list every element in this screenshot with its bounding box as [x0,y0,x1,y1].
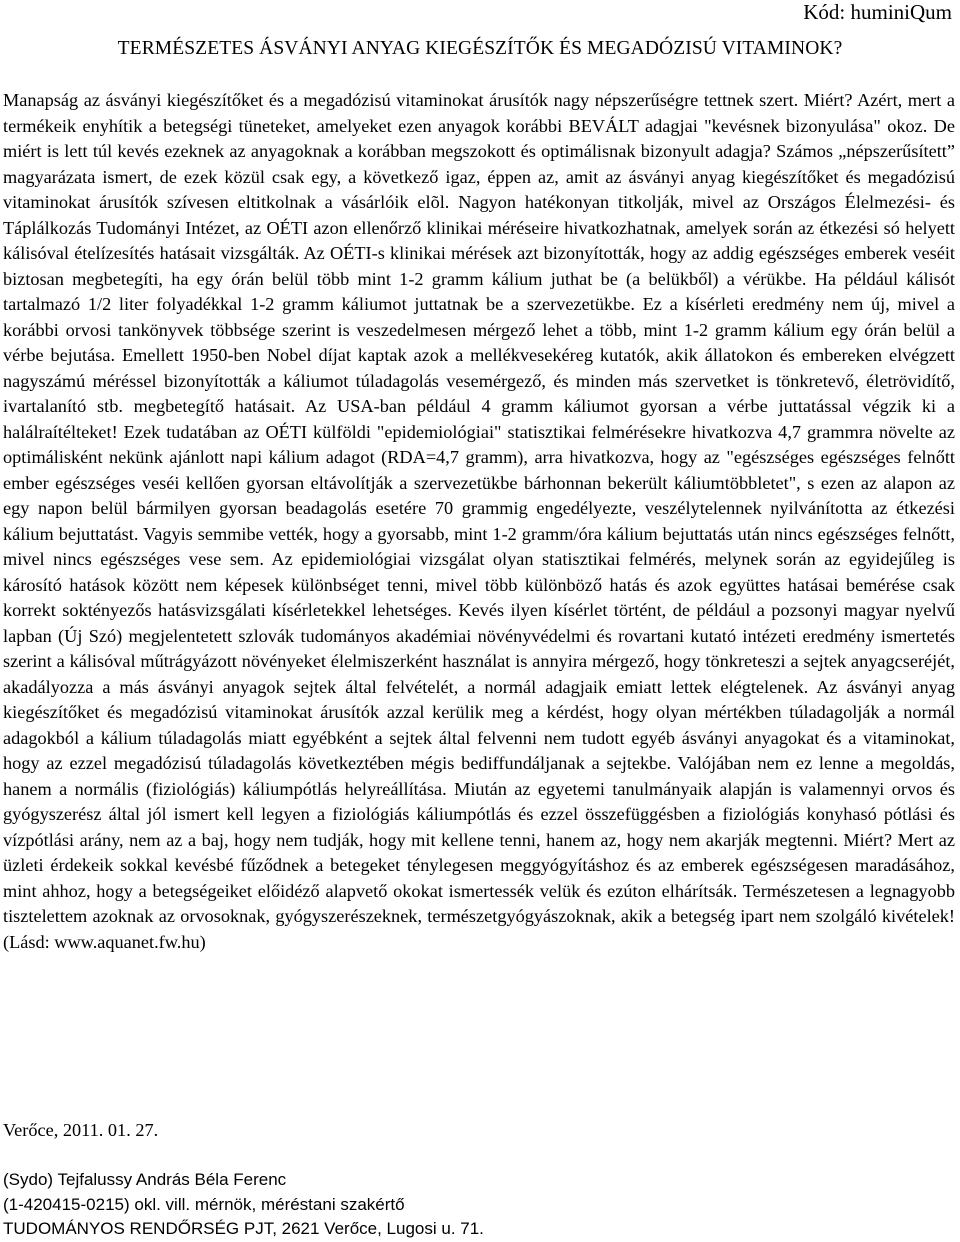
document-code: Kód: huminiQum [803,0,952,24]
author-organization: TUDOMÁNYOS RENDŐRSÉG PJT, 2621 Verőce, Lugosi u. 71. [3,1219,484,1238]
document-title: TERMÉSZETES ÁSVÁNYI ANYAG KIEGÉSZÍTŐK ÉS MEGADÓZISÚ VITAMINOK? [117,38,843,59]
author-credentials: (1-420415-0215) okl. vill. mérnök, méréstani szakértő [3,1195,405,1214]
body-paragraph: Manapság az ásványi kiegészítőket és a megadózisú vitaminokat árusítók nagy népszerűségre tettnek szert. Miért? Azért, mert a termékeik enyhítik a betegségi tüneteket, amelyeket ezen anyagok korábbi BEVÁLT adagjai "kevésnek bizonyulása" okoz. De miért is lett túl kevés ezeknek az anyagoknak a korábban megszokott és optimálisnak bizonyult adagja? Számos „népszerűsített” magyarázata ismert, de ezek közül csak egy, a következő igaz, éppen az, amit az ásványi anyag kiegészítőket és megadózisú vitaminokat árusítók szívesen eltitkolnak a vásárlóik elõl. Nagyon hatékonyan titkolják, mivel az Országos Élelmezési- és Táplálkozás Tudományi Intézet, az OÉTI azon ellenőrző klinikai méréseire hivatkozhatnak, amelyek során az étkezési só helyett kálisóval ételízesítés hatásait vizsgálták. Az OÉTI-s klinikai mérések azt bizonyították, hogy az addig egészséges emberek veséit biztosan megbetegíti, ha egy órán belül több mint 1-2 gramm kálium juthat be (a belükből) a vérükbe. Ha például kálisót tartalmazó 1/2 liter folyadékkal 1-2 gramm káliumot juttatnak be a szervezetükbe. Ez a kísérleti eredmény nem új, mivel a korábbi orvosi tankönyvek többsége szerint is veszedelmesen mérgező lehet a több, mint 1-2 gramm kálium egy órán belül a vérbe bejutása. Emellett 1950-ben Nobel díjat kaptak azok a mellékvesekéreg kutatók, akik állatokon és embereken elvégzett nagyszámú méréssel bizonyították a káliumot túladagolás vesemérgező, és minden más szervetket is tönkretevő, életrövidítő, ivartalanító stb. megbetegítő hatásait. Az USA-ban például 4 gramm káliumot gyorsan a vérbe juttatással végzik ki a halálraítélteket! Ezek tudatában az OÉTI külföldi "epidemiológiai" statisztikai felmérésekre hivatkozva 4,7 grammra növelte az optimálisként nekünk ajánlott napi kálium adagot (RDA=4,7 gramm), arra hivatkozva, hogy az "egészséges egészséges felnőtt ember egészséges veséi kellően gyorsan eltávolítják a szervezetükbe bárhonnan bekerült káliumtöbbletet", s ezen az alapon az egy napon belül bármilyen gyorsan beadagolás esetére 70 grammig engedélyezte, veszélytelennek nyilvánította az étkezési kálium bejuttatást. Vagyis semmibe vették, hogy a gyorsabb, mint 1-2 gramm/óra kálium bejuttatás után nincs egészséges felnőtt, mivel nincs egészséges vese sem. Az epidemiológiai vizsgálat olyan statisztikai felmérés, melynek során az egyidejűleg is károsító hatások között nem képesek különbséget tenni, mivel több különböző hatás és azok együttes hatásai bemérése csak korrekt soktényezős hatásvizsgálati kísérletekkel lehetséges. Kevés ilyen kísérlet történt, de például a pozsonyi magyar nyelvű lapban (Új Szó) megjelentetett szlovák tudományos akadémiai növényvédelmi és rovartani kutató intézeti eredmény ismertetés szerint a kálisóval műtrágyázott növényeket élelmiszerként használat is annyira mérgező, hogy tönkreteszi a sejtek anyagcseréjét, akadályozza a más ásványi anyagok sejtek által felvételét, a normál adagjaik emiatt lettek elégtelenek. Az ásványi anyag kiegészítőket és megadózisú vitaminokat árusítók azzal kerülik meg a kérdést, hogy olyan mértékben túladagolják a normál adagokból a kálium túladagolás miatt egyébként a sejtek által felvenni nem tudott egyéb ásványi anyagokat és a vitaminokat, hogy az ezzel megadózisú túladagolás következtében mégis bediffundáljanak a sejtekbe. Valójában nem ez lenne a megoldás, hanem a normális (fiziológiás) káliumpótlás helyreállítása. Miután az egyetemi tanulmányaik alapján is valamennyi orvos és gyógyszerész által jól ismert kell legyen a fiziológiás káliumpótlás és ezzel összefüggésben a fiziológiás konyhasó pótlási és vízpótlási arány, nem az a baj, hogy nem tudják, hogy mit kellene tenni, hanem az, hogy nem akarják megtenni. Miért? Mert az üzleti érdekeik sokkal kevésbé fűződnek a betegeket ténylegesen meggyógyításhoz és az emberek egészségesen maradásához, mint ahhoz, hogy a betegségeiket előidéző alapvető okokat ismertessék velük és ezúton elhárítsák. Természetesen a legnagyobb tisztelettem azoknak az orvosoknak, gyógyszerészeknek, természetgyógyászoknak, akik a betegség ipart nem szolgáló kivételek! (Lásd: www.aquanet.fw.hu) [3,90,955,952]
author-name: (Sydo) Tejfalussy András Béla Ferenc [3,1170,287,1189]
place-date: Verőce, 2011. 01. 27. [3,1120,159,1140]
